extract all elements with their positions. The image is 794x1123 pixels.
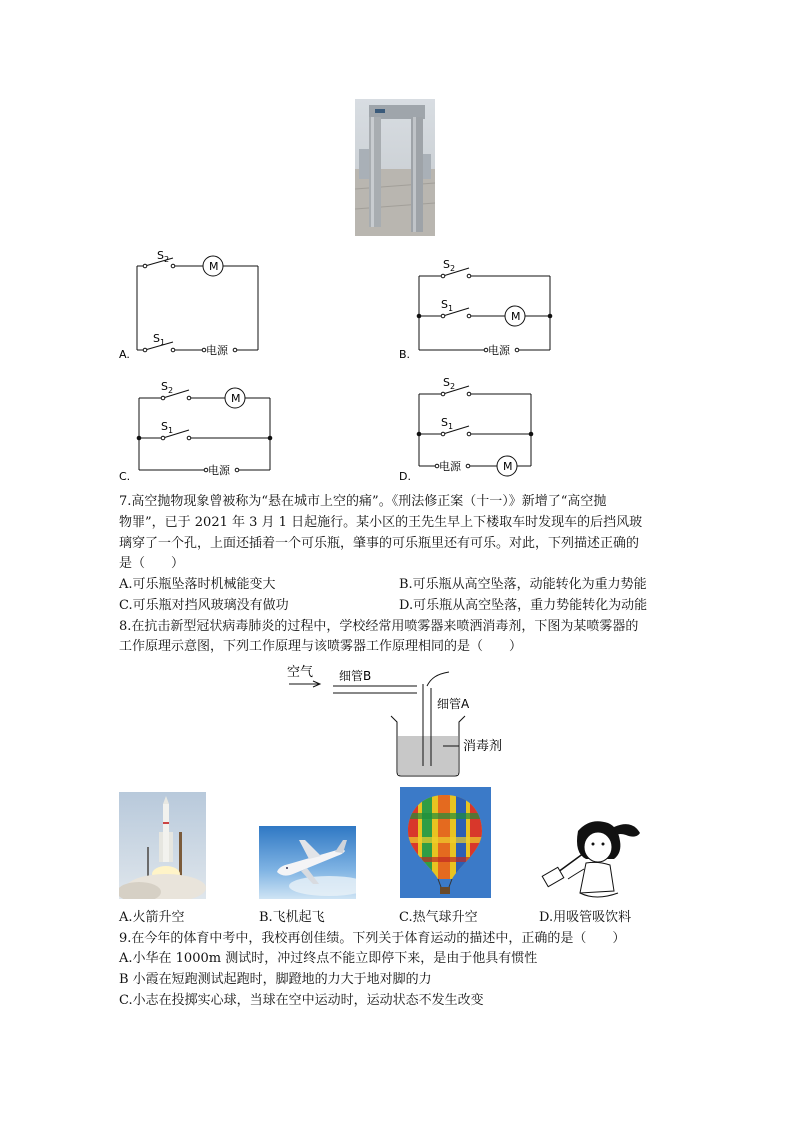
switch-s1-label: S [161, 420, 168, 433]
q8-option-c: C.热气球升空 [399, 910, 478, 925]
sprayer-diagram [285, 660, 525, 782]
power-label: 电源 [488, 344, 510, 357]
airplane-takeoff-photo [259, 826, 356, 899]
q9-option-c: C.小志在投掷实心球，当球在空中运动时，运动状态不发生改变 [119, 993, 484, 1008]
motor-label: M [209, 260, 219, 273]
security-gate-photo [355, 99, 435, 236]
circuit-diagram-d [395, 372, 545, 484]
svg-text:S1: $S_1$ [153, 332, 166, 347]
q8-line-1: 8.在抗击新型冠状病毒肺炎的过程中，学校经常用喷雾器来喷洒消毒剂，下图为某喷雾器的 [119, 619, 639, 634]
liquid-label: 消毒剂 [463, 739, 503, 754]
motor-label: M [231, 392, 241, 405]
switch-s2-label: S [161, 380, 168, 393]
tube-a-label: 细管A [437, 697, 470, 711]
q7-option-b: B.可乐瓶从高空坠落，动能转化为重力势能 [399, 577, 647, 592]
q7-line-3: 璃穿了一个孔，上面还插着一个可乐瓶，肇事的可乐瓶里还有可乐。对此，下列描述正确的 [119, 536, 640, 551]
q8-option-d: D.用吸管吸饮料 [539, 910, 632, 925]
q9-option-a: A.小华在 1000m 测试时，冲过终点不能立即停下来，是由于他具有惯性 [119, 951, 538, 966]
switch-s2-label: S [157, 249, 164, 262]
option-label: C. [119, 470, 131, 483]
girl-drinking-straw-illustration [540, 813, 644, 901]
power-label: 电源 [206, 344, 228, 357]
option-label: A. [119, 348, 130, 361]
svg-text:S2: $S_2$ [157, 249, 170, 264]
q7-option-c: C.可乐瓶对挡风玻璃没有做功 [119, 598, 289, 613]
q7-option-a: A.可乐瓶坠落时机械能变大 [119, 577, 276, 592]
q8-option-a: A.火箭升空 [119, 910, 185, 925]
q9-option-b: B 小霞在短跑测试起跑时，脚蹬地的力大于地对脚的力 [119, 972, 432, 987]
svg-text:S2: $S_2$ [443, 258, 456, 273]
q7-line-1: 7.高空抛物现象曾被称为“悬在城市上空的痛”。《刑法修正案（十一）》新增了“高空抛 [119, 494, 607, 509]
motor-label: M [511, 310, 521, 323]
switch-s2-label: S [443, 258, 450, 271]
svg-text:S1: $S_1$ [161, 420, 174, 435]
q7-line-2: 物罪”，已于 2021 年 3 月 1 日起施行。某小区的王先生早上下楼取车时发现车的后挡风玻 [119, 515, 643, 530]
hot-air-balloon-photo [400, 787, 491, 898]
air-label: 空气 [287, 665, 314, 680]
switch-s1-label: S [153, 332, 160, 345]
switch-s1-label: S [441, 416, 448, 429]
circuit-diagram-b [395, 254, 565, 364]
rocket-launch-photo [119, 792, 206, 899]
q8-line-2: 工作原理示意图，下列工作原理与该喷雾器工作原理相同的是（ ） [119, 639, 523, 654]
switch-s1-label: S [441, 298, 448, 311]
q8-option-b: B.飞机起飞 [259, 910, 325, 925]
q7-option-d: D.可乐瓶从高空坠落，重力势能转化为动能 [399, 598, 648, 613]
svg-text:S2: $S_2$ [443, 376, 456, 391]
q9-line-1: 9.在今年的体育中考中，我校再创佳绩。下列关于体育运动的描述中，正确的是（ ） [119, 931, 626, 946]
svg-text:S1: $S_1$ [441, 298, 454, 313]
switch-s2-label: S [443, 376, 450, 389]
tube-b-label: 细管B [339, 669, 372, 683]
circuit-diagram-c [115, 376, 285, 484]
q7-line-4: 是（ ） [119, 556, 185, 571]
svg-text:S1: $S_1$ [441, 416, 454, 431]
motor-label: M [503, 460, 513, 473]
svg-text:S2: $S_2$ [161, 380, 174, 395]
power-label: 电源 [208, 464, 230, 477]
option-label: D. [399, 470, 411, 483]
option-label: B. [399, 348, 411, 361]
power-label: 电源 [439, 460, 461, 473]
circuit-diagram-a [115, 244, 275, 364]
